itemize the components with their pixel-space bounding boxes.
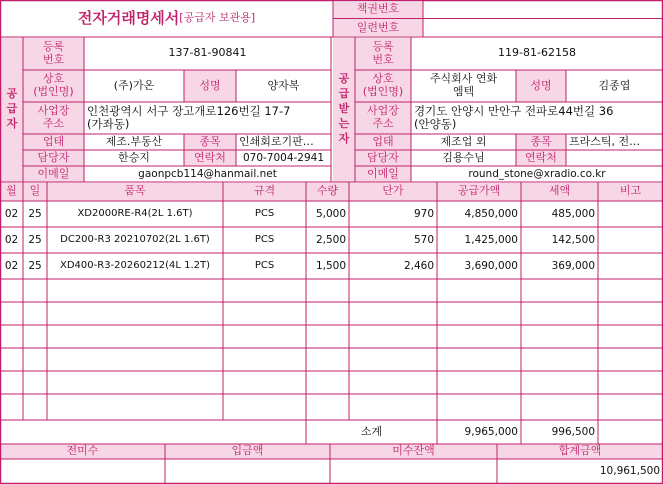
col-header-day: 일 bbox=[29, 184, 41, 198]
subtotal-label: 소계 bbox=[360, 424, 383, 438]
col-header-qty: 수량 bbox=[316, 184, 339, 198]
item-month: 02 bbox=[4, 259, 19, 272]
receiver-reg-no-label: 등록 번호 bbox=[372, 39, 394, 66]
unpaid-value bbox=[330, 459, 497, 484]
receiver-biz-type: 제조업 외 bbox=[440, 134, 487, 148]
supplier-biz-type-label: 업태 bbox=[42, 134, 65, 148]
receiver-company: 주식회사 연화 엠텍 bbox=[429, 72, 498, 98]
supplier-contact: 070-7004-2941 bbox=[242, 151, 325, 164]
receiver-contact-label: 연락처 bbox=[525, 150, 557, 164]
item-month: 02 bbox=[4, 233, 19, 246]
receiver-side-char: 받 bbox=[338, 102, 350, 116]
supplier-side-char: 공 bbox=[6, 87, 18, 101]
supplier-side-label bbox=[1, 37, 23, 182]
prev-balance-label: 전미수 bbox=[66, 444, 99, 458]
item-price: 570 bbox=[413, 233, 434, 246]
payment-label: 입금액 bbox=[231, 444, 264, 458]
total-value: 10,961,500 bbox=[599, 465, 660, 478]
col-header-supply: 공급가액 bbox=[457, 184, 501, 198]
title-text: 전자거래명세서 bbox=[77, 8, 180, 27]
supplier-email: gaonpcb114@hanmail.net bbox=[138, 167, 277, 180]
item-day: 25 bbox=[28, 233, 42, 246]
receiver-email: round_stone@xradio.co.kr bbox=[468, 167, 606, 180]
supplier-side-char: 자 bbox=[6, 116, 18, 130]
item-note bbox=[598, 201, 663, 227]
item-month: 02 bbox=[4, 207, 19, 220]
supplier-manager-label: 담당자 bbox=[37, 150, 70, 164]
supplier-company-label: 상호 (법인명) bbox=[33, 72, 74, 98]
book-no-value bbox=[423, 0, 663, 18]
item-spec: PCS bbox=[254, 260, 275, 272]
receiver-address-label: 사업장 주소 bbox=[367, 104, 399, 130]
supplier-company: (주)가온 bbox=[113, 78, 155, 92]
subtotal-supply: 9,965,000 bbox=[464, 425, 518, 438]
document-title bbox=[0, 0, 333, 37]
col-header-month: 월 bbox=[6, 184, 17, 198]
item-spec: PCS bbox=[254, 208, 275, 220]
supplier-reg-no-label: 등록 번호 bbox=[42, 39, 65, 66]
supplier-address: 인천광역시 서구 장고개로126번길 17-7 (가좌동) bbox=[87, 103, 291, 131]
supplier-address-label: 사업장 주소 bbox=[37, 104, 70, 130]
col-header-price: 단가 bbox=[382, 184, 404, 198]
supplier-name-label: 성명 bbox=[199, 78, 221, 92]
receiver-contact bbox=[566, 150, 663, 166]
item-tax: 485,000 bbox=[551, 207, 595, 220]
payment-value bbox=[165, 459, 330, 484]
receiver-side-char: 급 bbox=[338, 87, 350, 101]
item-name: XD400-R3-20260212(4L 1.2T) bbox=[60, 260, 210, 272]
title-suffix: [공급자 보관용] bbox=[179, 11, 256, 25]
serial-no-value bbox=[423, 19, 663, 37]
receiver-address: 경기도 안양시 만안구 전파로44번길 36 (안양동) bbox=[414, 103, 614, 131]
supplier-biz-item-label: 종목 bbox=[199, 134, 221, 148]
receiver-reg-no: 119-81-62158 bbox=[498, 46, 576, 60]
supplier-reg-no: 137-81-90841 bbox=[168, 46, 247, 60]
receiver-biz-item: 프라스틱, 전… bbox=[569, 134, 641, 148]
supplier-ceo-name: 양자복 bbox=[267, 78, 300, 92]
prev-balance-value bbox=[0, 459, 165, 484]
item-tax: 369,000 bbox=[551, 259, 595, 272]
receiver-company-label: 상호 (법인명) bbox=[362, 72, 404, 98]
col-header-item: 품목 bbox=[124, 184, 146, 198]
receiver-manager-label: 담당자 bbox=[367, 150, 399, 164]
item-price: 2,460 bbox=[403, 259, 434, 272]
receiver-biz-type-label: 업태 bbox=[372, 134, 394, 148]
item-name: XD2000RE-R4(2L 1.6T) bbox=[77, 208, 193, 220]
item-qty: 1,500 bbox=[315, 259, 346, 272]
receiver-manager: 김용수님 bbox=[442, 150, 485, 164]
receiver-biz-item-label: 종목 bbox=[530, 134, 552, 148]
supplier-email-label: 이메일 bbox=[37, 166, 70, 180]
supplier-biz-type: 제조.부동산 bbox=[105, 134, 163, 148]
supplier-contact-label: 연락처 bbox=[194, 150, 226, 164]
supplier-manager: 한승지 bbox=[118, 150, 150, 164]
serial-no-label: 일련번호 bbox=[356, 20, 400, 34]
receiver-name-label: 성명 bbox=[530, 78, 552, 92]
receiver-side-char: 공 bbox=[338, 72, 350, 86]
item-qty: 2,500 bbox=[315, 233, 346, 246]
item-day: 25 bbox=[28, 259, 42, 272]
supplier-side-char: 급 bbox=[6, 102, 18, 116]
item-qty: 5,000 bbox=[315, 207, 346, 220]
item-supply: 3,690,000 bbox=[464, 259, 518, 272]
receiver-side-label bbox=[333, 37, 355, 182]
item-name: DC200-R3 20210702(2L 1.6T) bbox=[60, 234, 210, 246]
total-label: 합계금액 bbox=[558, 444, 602, 458]
col-header-tax: 세액 bbox=[548, 184, 571, 198]
item-day: 25 bbox=[28, 207, 42, 220]
unpaid-label: 미수잔액 bbox=[392, 444, 435, 458]
subtotal-tax: 996,500 bbox=[551, 425, 595, 438]
item-supply: 4,850,000 bbox=[464, 207, 518, 220]
item-supply: 1,425,000 bbox=[464, 233, 518, 246]
book-no-label: 책권번호 bbox=[356, 1, 400, 15]
receiver-ceo-name: 김종엽 bbox=[598, 78, 631, 92]
supplier-biz-item: 인쇄회로기판… bbox=[239, 134, 314, 148]
item-spec: PCS bbox=[254, 234, 275, 246]
col-header-note: 비고 bbox=[619, 184, 642, 198]
item-tax: 142,500 bbox=[551, 233, 595, 246]
item-note bbox=[598, 253, 663, 279]
receiver-side-char: 는 bbox=[338, 116, 350, 130]
receiver-email-label: 이메일 bbox=[367, 166, 399, 180]
item-price: 970 bbox=[413, 207, 434, 220]
col-header-spec: 규격 bbox=[253, 184, 276, 198]
item-note bbox=[598, 227, 663, 253]
receiver-side-char: 자 bbox=[338, 131, 350, 145]
